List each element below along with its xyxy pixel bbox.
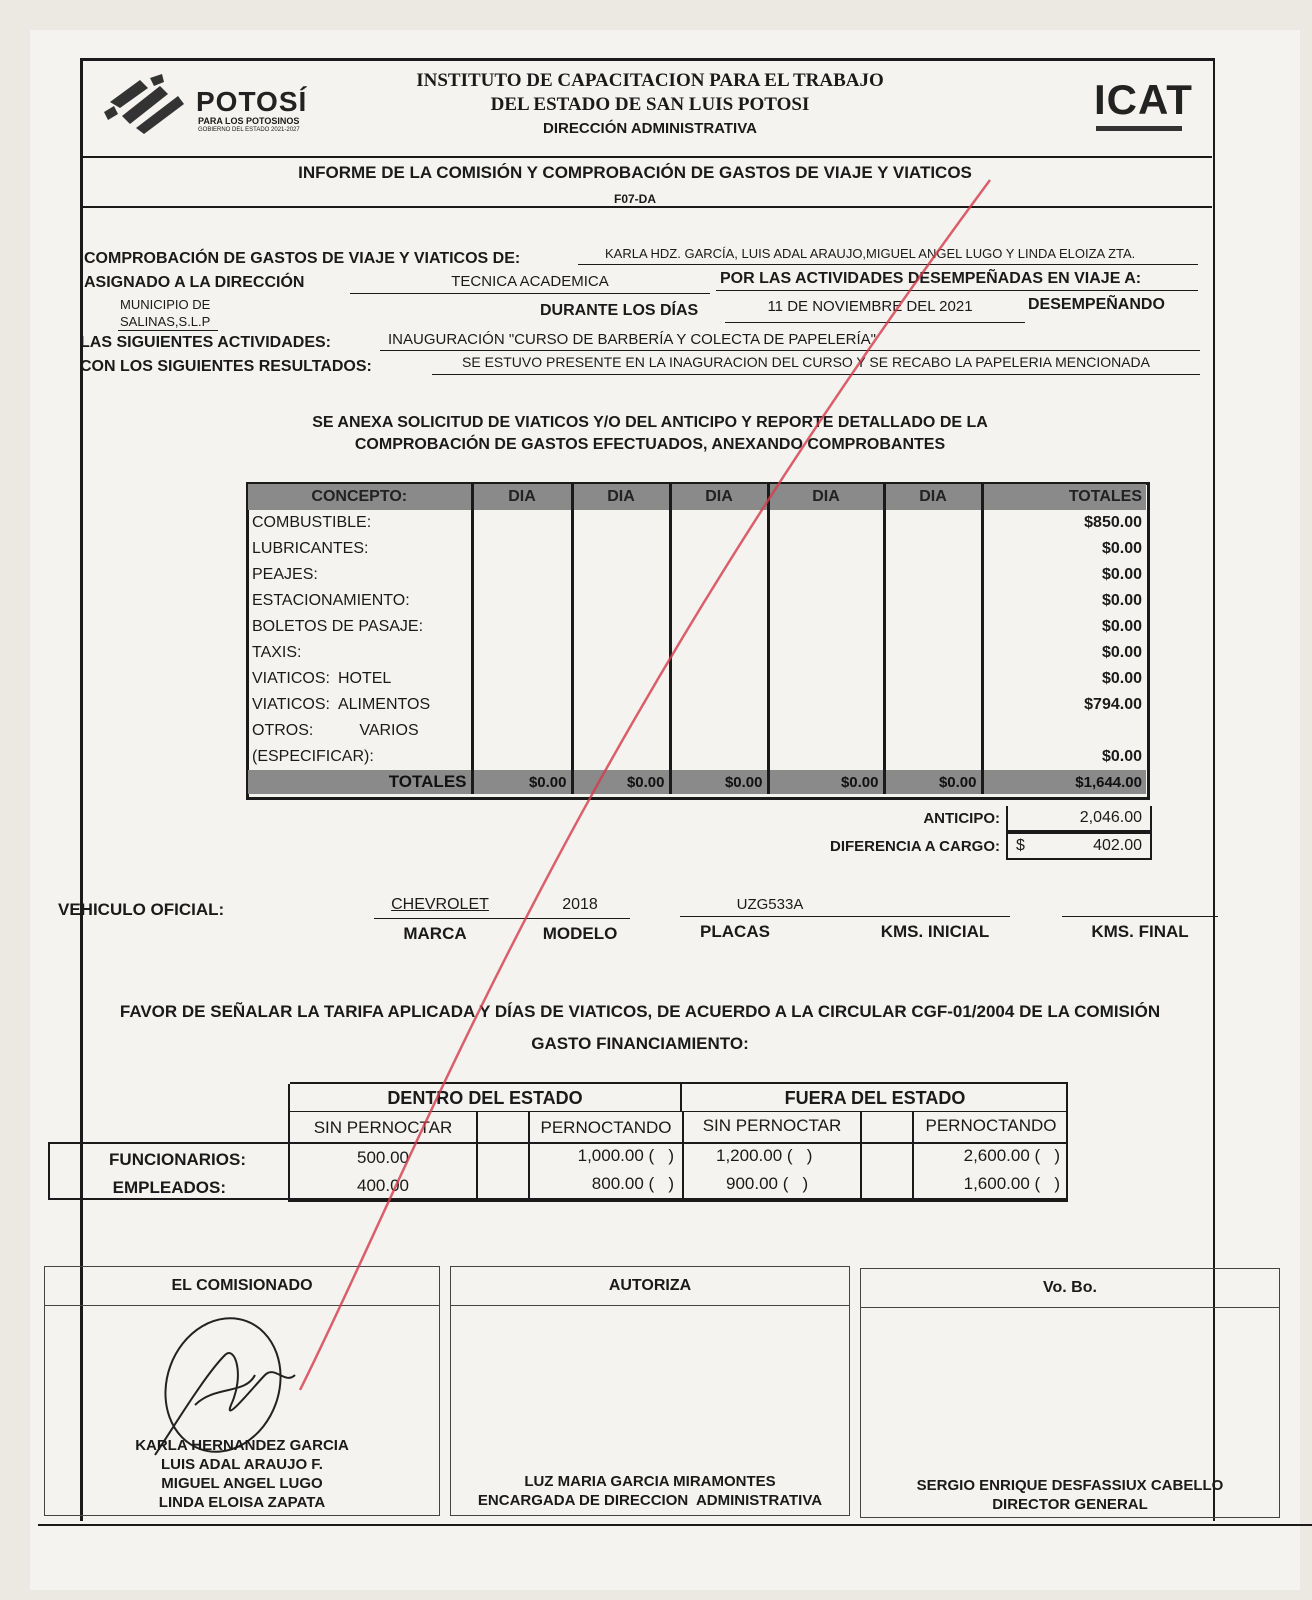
expense-total: $0.00 <box>982 562 1146 588</box>
dia-header-2: DIA <box>572 484 670 510</box>
placas-value: UZG533A <box>736 896 804 913</box>
annex-line2: COMPROBACIÓN DE GASTOS EFECTUADOS, ANEXANDO COMPROBANTES <box>354 436 946 453</box>
expense-concept: (ESPECIFICAR): <box>252 748 374 765</box>
diferencia-currency: $ <box>1016 837 1025 854</box>
expense-sub: VARIOS <box>359 722 419 739</box>
kms-inicial-label: KMS. INICIAL <box>880 922 990 941</box>
destino-underline <box>118 330 218 331</box>
tarifa-vline <box>476 1112 478 1202</box>
comisionado-box <box>44 1266 440 1516</box>
marca-value: CHEVROLET <box>391 896 489 913</box>
totales-header: TOTALES <box>982 484 1146 510</box>
tarifa-cell: 500.00 <box>357 1148 409 1167</box>
tarifa-note-line2: GASTO FINANCIAMIENTO: <box>531 1034 749 1053</box>
expense-row <box>248 666 1146 692</box>
asignado-underline <box>350 293 710 294</box>
expense-row <box>248 588 1146 614</box>
diferencia-box <box>1006 832 1152 860</box>
tarifa-cell: 400.00 <box>357 1176 409 1195</box>
fuera-pernoctando-header: PERNOCTANDO <box>925 1116 1057 1135</box>
form-code: F07-DA <box>613 192 656 206</box>
tarifa-note-line1: FAVOR DE SEÑALAR LA TARIFA APLICADA Y DÍAS DE VIATICOS, DE ACUERDO A LA CIRCULAR CGF-01/2004 DE LA COMISIÓN <box>119 1002 1161 1021</box>
day-total-3: $0.00 <box>670 770 768 794</box>
expense-row <box>248 614 1146 640</box>
fuera-sin-pernoctar-header: SIN PERNOCTAR <box>702 1116 842 1135</box>
icat-wordmark: ICAT <box>1094 76 1193 123</box>
expense-concept: VIATICOS: <box>252 696 330 713</box>
fuera-group-header <box>682 1084 1068 1112</box>
expense-table-header <box>248 484 1146 510</box>
expense-sub: ALIMENTOS <box>337 696 431 713</box>
expense-row <box>248 562 1146 588</box>
expense-row <box>248 744 1146 770</box>
expense-row <box>248 510 1146 536</box>
resultados-underline <box>432 374 1200 375</box>
expense-concept-cell <box>248 718 472 744</box>
expense-total: $0.00 <box>982 536 1146 562</box>
expense-concept-cell <box>248 666 472 692</box>
expense-concept: BOLETOS DE PASAJE: <box>252 618 424 635</box>
expense-row <box>248 692 1146 718</box>
expense-total: $0.00 <box>982 666 1146 692</box>
expense-row <box>248 718 1146 744</box>
tarifa-cell: 1,200.00 ( ) <box>716 1146 813 1165</box>
dia-header-1: DIA <box>472 484 572 510</box>
day-total-2: $0.00 <box>572 770 670 794</box>
potosi-small-text: GOBIERNO DEL ESTADO 2021-2027 <box>198 127 300 133</box>
dentro-label: DENTRO DEL ESTADO <box>387 1088 583 1108</box>
comisionado-name-3: MIGUEL ANGEL LUGO <box>161 1475 323 1492</box>
dia-header-3: DIA <box>670 484 768 510</box>
expense-total: $0.00 <box>982 614 1146 640</box>
potosi-wordmark: POTOSÍ <box>196 86 308 117</box>
kms-final-underline <box>1062 916 1218 917</box>
institute-name-line2: DEL ESTADO DE SAN LUIS POTOSI <box>490 94 810 115</box>
vehicle-label: VEHICULO OFICIAL: <box>58 900 225 919</box>
expense-total: $850.00 <box>982 510 1146 536</box>
autoriza-role: ENCARGADA DE DIRECCION ADMINISTRATIVA <box>477 1492 823 1509</box>
annex-line1: SE ANEXA SOLICITUD DE VIATICOS Y/O DEL ANTICIPO Y REPORTE DETALLADO DE LA <box>312 414 988 431</box>
tarifa-cell: 900.00 ( ) <box>726 1174 809 1193</box>
potosi-tagline: PARA LOS POTOSINOS <box>198 116 300 126</box>
autoriza-box <box>450 1266 850 1516</box>
form-title: INFORME DE LA COMISIÓN Y COMPROBACIÓN DE GASTOS DE VIAJE Y VIATICOS <box>298 163 972 182</box>
comisionado-name-2: LUIS ADAL ARAUJO F. <box>161 1456 323 1473</box>
tarifa-row-label: FUNCIONARIOS: <box>109 1150 246 1169</box>
vobo-name: SERGIO ENRIQUE DESFASSIUX CABELLO <box>916 1477 1224 1494</box>
dia-header-4: DIA <box>768 484 884 510</box>
destino-line1: MUNICIPIO DE <box>120 297 211 312</box>
tarifa-row-label: EMPLEADOS: <box>112 1178 226 1197</box>
title-divider <box>80 206 1212 208</box>
tarifa-cell: 1,600.00 ( ) <box>963 1174 1060 1193</box>
fuera-label: FUERA DEL ESTADO <box>784 1088 966 1108</box>
asignado-label: ASIGNADO A LA DIRECCIÓN <box>84 274 305 291</box>
grand-total: $1,644.00 <box>982 770 1146 794</box>
institute-name-line1: INSTITUTO DE CAPACITACION PARA EL TRABAJO <box>416 70 884 91</box>
expense-concept: PEAJES: <box>252 566 318 583</box>
dentro-pernoctando-header: PERNOCTANDO <box>540 1118 672 1137</box>
bottom-rule <box>38 1524 1312 1526</box>
anticipo-label: ANTICIPO: <box>923 810 1000 827</box>
comprobacion-underline <box>578 264 1198 265</box>
desempenando-label: DESEMPEÑANDO <box>1028 296 1165 313</box>
expense-row <box>248 536 1146 562</box>
expense-row <box>248 640 1146 666</box>
expense-concept: ESTACIONAMIENTO: <box>252 592 410 609</box>
expense-total: $0.00 <box>982 640 1146 666</box>
actividades-underline <box>380 350 1200 351</box>
dentro-group-header <box>288 1084 682 1112</box>
vobo-box <box>860 1268 1280 1518</box>
destino-line2: SALINAS,S.L.P <box>120 314 211 329</box>
actividades-value: INAUGURACIÓN "CURSO DE BARBERÍA Y COLECTA DE PAPELERÍA" <box>388 331 876 348</box>
vobo-title: Vo. Bo. <box>861 1269 1279 1308</box>
vobo-role: DIRECTOR GENERAL <box>992 1496 1148 1513</box>
asignado-value: TECNICA ACADEMICA <box>451 273 609 290</box>
day-total-5: $0.00 <box>884 770 982 794</box>
comprobacion-label: COMPROBACIÓN DE GASTOS DE VIAJE Y VIATICOS DE: <box>84 250 521 267</box>
concepto-header: CONCEPTO: <box>248 484 472 510</box>
icat-logo <box>1090 70 1193 135</box>
expense-table-footer <box>248 770 1146 794</box>
actividades-viaje-underline <box>716 290 1198 291</box>
durante-label: DURANTE LOS DÍAS <box>540 302 699 319</box>
kms-final-label: KMS. FINAL <box>1091 922 1189 941</box>
day-total-4: $0.00 <box>768 770 884 794</box>
durante-underline <box>725 322 1025 323</box>
comprobacion-value: KARLA HDZ. GARCÍA, LUIS ADAL ARAUJO,MIGUEL ANGEL LUGO Y LINDA ELOIZA ZTA. <box>605 246 1136 261</box>
autoriza-name: LUZ MARIA GARCIA MIRAMONTES <box>524 1473 776 1490</box>
actividades-label: LAS SIGUIENTES ACTIVIDADES: <box>80 334 331 351</box>
comisionado-name-1: KARLA HERNANDEZ GARCIA <box>135 1437 349 1454</box>
resultados-label: CON LOS SIGUIENTES RESULTADOS: <box>80 358 372 375</box>
modelo-label: MODELO <box>542 924 618 943</box>
tarifa-cell: 2,600.00 ( ) <box>963 1146 1060 1165</box>
durante-value: 11 DE NOVIEMBRE DEL 2021 <box>767 298 973 315</box>
placas-kms-underline <box>680 916 1010 917</box>
header-divider <box>80 156 1212 158</box>
expense-concept: COMBUSTIBLE: <box>252 514 372 531</box>
diferencia-label: DIFERENCIA A CARGO: <box>830 838 1000 855</box>
totales-footer-label: TOTALES <box>248 770 472 794</box>
expense-total: $794.00 <box>982 692 1146 718</box>
potosi-emblem-icon <box>100 72 190 138</box>
tarifa-cell: 800.00 ( ) <box>591 1174 674 1193</box>
expense-table <box>248 484 1146 794</box>
expense-total <box>982 718 1146 744</box>
actividades-viaje-label: POR LAS ACTIVIDADES DESEMPEÑADAS EN VIAJE A: <box>720 270 1142 287</box>
diferencia-value: 402.00 <box>1093 837 1142 854</box>
dentro-sin-pernoctar-header: SIN PERNOCTAR <box>313 1118 453 1137</box>
department-name: DIRECCIÓN ADMINISTRATIVA <box>543 120 757 137</box>
comisionado-title: EL COMISIONADO <box>45 1267 439 1306</box>
icat-underline <box>1096 126 1182 131</box>
expense-concept-cell <box>248 692 472 718</box>
comisionado-name-4: LINDA ELOISA ZAPATA <box>158 1494 326 1511</box>
day-total-1: $0.00 <box>472 770 572 794</box>
tarifa-vline <box>860 1112 862 1202</box>
modelo-value: 2018 <box>562 896 598 913</box>
anticipo-value: 2,046.00 <box>1006 806 1152 832</box>
dia-header-5: DIA <box>884 484 982 510</box>
expense-concept: TAXIS: <box>252 644 302 661</box>
potosi-logo <box>100 72 350 142</box>
resultados-value: SE ESTUVO PRESENTE EN LA INAGURACION DEL CURSO Y SE RECABO LA PAPELERIA MENCIONADA <box>462 354 1151 370</box>
expense-concept: VIATICOS: <box>252 670 330 687</box>
expense-concept: OTROS: <box>252 722 314 739</box>
expense-sub: HOTEL <box>337 670 392 687</box>
placas-label: PLACAS <box>700 922 770 941</box>
marca-modelo-underline <box>374 918 630 919</box>
tarifa-cell: 1,000.00 ( ) <box>577 1146 674 1165</box>
marca-label: MARCA <box>403 924 467 943</box>
expense-concept: LUBRICANTES: <box>252 540 369 557</box>
autoriza-title: AUTORIZA <box>451 1267 849 1306</box>
expense-total: $0.00 <box>982 744 1146 770</box>
expense-total: $0.00 <box>982 588 1146 614</box>
